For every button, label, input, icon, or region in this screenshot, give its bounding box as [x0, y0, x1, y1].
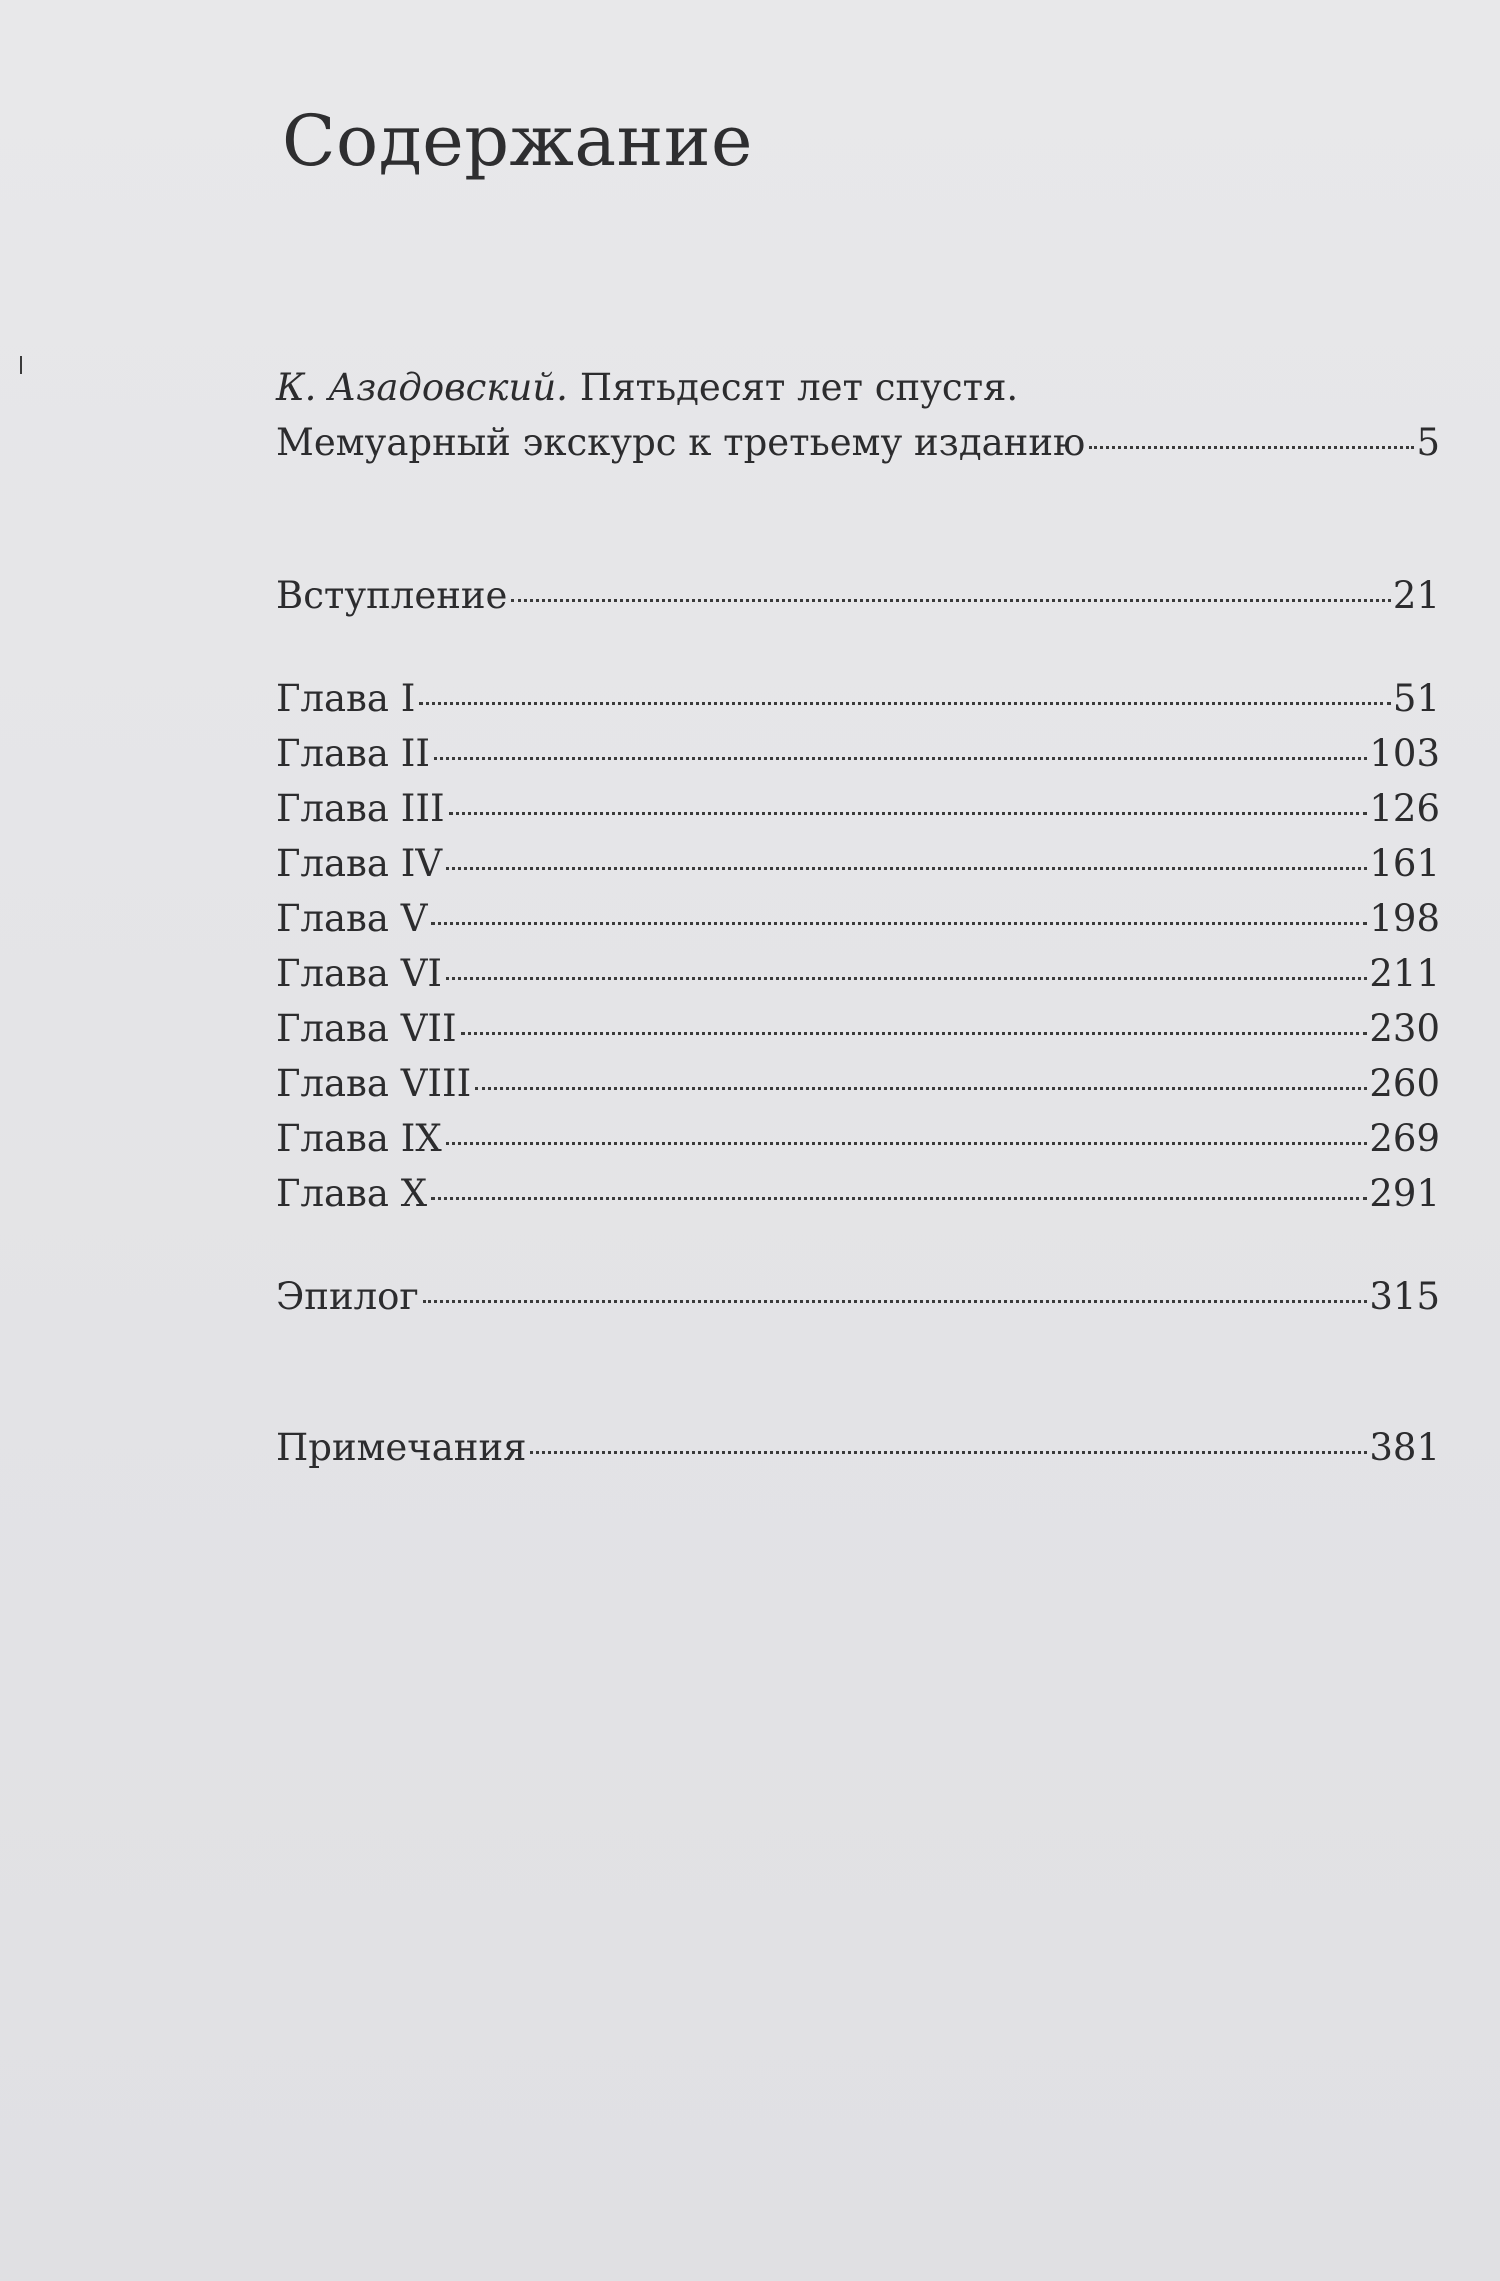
- dot-leader: [419, 671, 1391, 711]
- preface-line-1: [276, 360, 1440, 415]
- page-number: 126: [1369, 787, 1440, 830]
- dot-leader: [475, 1056, 1367, 1096]
- page-number: 51: [1392, 677, 1440, 720]
- toc-entry-chapter[interactable]: [276, 836, 1440, 891]
- entry-label: Эпилог: [276, 1275, 419, 1318]
- entry-label: Глава II: [276, 732, 430, 775]
- entry-label: Глава X: [276, 1172, 428, 1215]
- dot-leader: [431, 1166, 1367, 1206]
- entry-label: Глава VI: [276, 952, 443, 995]
- dot-leader: [511, 568, 1390, 608]
- dot-leader: [530, 1420, 1367, 1460]
- toc-entry-epilogue[interactable]: [276, 1269, 1440, 1324]
- toc-entry-chapter[interactable]: [276, 946, 1440, 1001]
- chapter-list: [276, 671, 1440, 1221]
- entry-label: Глава IX: [276, 1117, 442, 1160]
- page-number: 21: [1392, 574, 1440, 617]
- entry-label: Глава VII: [276, 1007, 457, 1050]
- page-number: 381: [1369, 1426, 1440, 1469]
- entry-label: Глава IV: [276, 842, 443, 885]
- preface-line-2: [276, 415, 1440, 470]
- dot-leader: [446, 1111, 1368, 1151]
- page-number: 230: [1369, 1007, 1440, 1050]
- dot-leader: [423, 1269, 1368, 1309]
- dot-leader: [461, 1001, 1368, 1041]
- page-number: 161: [1369, 842, 1440, 885]
- preface-title-line-2: Мемуарный экскурс к третьему изданию: [276, 421, 1086, 464]
- dot-leader: [431, 891, 1367, 931]
- toc-entry-chapter[interactable]: [276, 1001, 1440, 1056]
- toc-entry-chapter[interactable]: [276, 726, 1440, 781]
- toc-entry-chapter[interactable]: [276, 671, 1440, 726]
- page-number: 198: [1369, 897, 1440, 940]
- entry-label: Примечания: [276, 1426, 527, 1469]
- preface-author: К. Азадовский.: [276, 366, 568, 409]
- page-number: 260: [1369, 1062, 1440, 1105]
- margin-mark: [20, 356, 22, 374]
- dot-leader: [446, 836, 1367, 876]
- dot-leader: [1089, 415, 1414, 455]
- toc-entry-chapter[interactable]: [276, 781, 1440, 836]
- page-number: 103: [1369, 732, 1440, 775]
- toc-entry-chapter[interactable]: [276, 1166, 1440, 1221]
- entry-label: Глава III: [276, 787, 445, 830]
- preface-title-line-1: Пятьдесят лет спустя.: [579, 366, 1019, 409]
- dot-leader: [449, 781, 1368, 821]
- entry-label: Глава VIII: [276, 1062, 472, 1105]
- toc-entry-preface[interactable]: [276, 360, 1440, 470]
- dot-leader: [434, 726, 1367, 766]
- toc-entry-chapter[interactable]: [276, 1111, 1440, 1166]
- page-title: Содержание: [282, 100, 753, 182]
- toc-entry-chapter[interactable]: [276, 1056, 1440, 1111]
- page-number: 269: [1369, 1117, 1440, 1160]
- entry-label: Вступление: [276, 574, 508, 617]
- page-number: 291: [1369, 1172, 1440, 1215]
- toc-entry-notes[interactable]: [276, 1420, 1440, 1475]
- entry-label: Глава I: [276, 677, 416, 720]
- entry-label: Глава V: [276, 897, 428, 940]
- page-number: 211: [1369, 952, 1440, 995]
- toc-entry-chapter[interactable]: [276, 891, 1440, 946]
- toc-entry-intro[interactable]: [276, 568, 1440, 623]
- table-of-contents: [276, 360, 1440, 1475]
- dot-leader: [446, 946, 1367, 986]
- page-number: 315: [1369, 1275, 1440, 1318]
- page-number: 5: [1416, 421, 1440, 464]
